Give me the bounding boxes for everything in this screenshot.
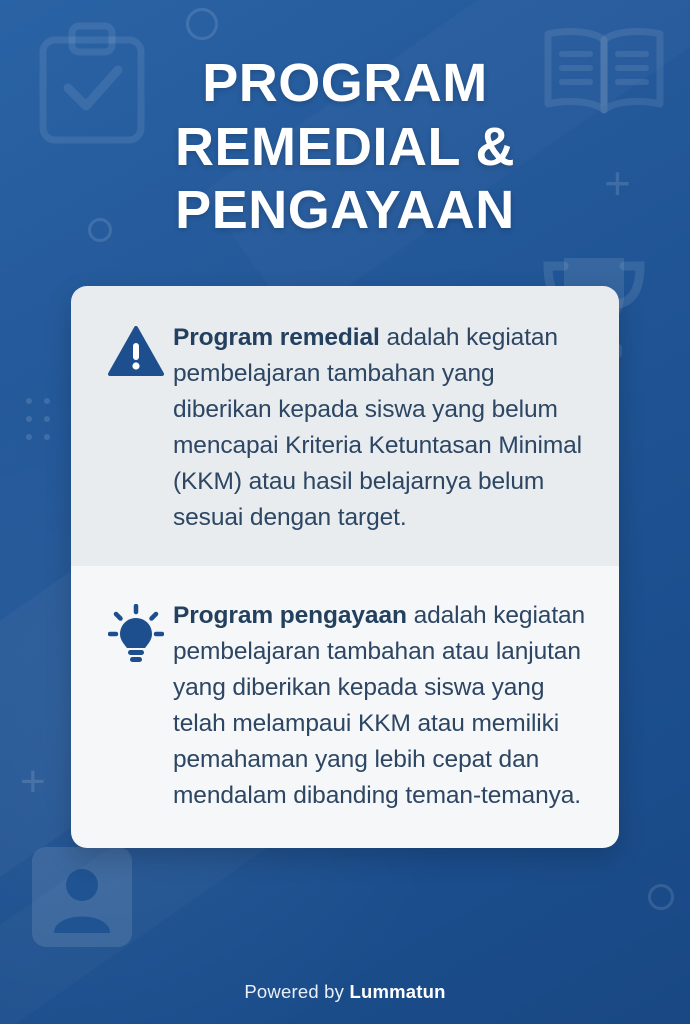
- footer-brand: Lummatun: [349, 981, 446, 1002]
- panel-remedial: [71, 286, 619, 566]
- user-avatar-icon: [30, 845, 134, 949]
- title-line-3: PENGAYAAN: [175, 180, 515, 241]
- panel-pengayaan: [71, 566, 619, 848]
- decor-circle: [648, 884, 674, 910]
- panel-remedial-text: [173, 320, 589, 536]
- panel-remedial-lead: Program remedial: [173, 324, 380, 351]
- page-title: [0, 52, 690, 243]
- lightbulb-icon: [99, 598, 173, 664]
- panel-pengayaan-text: [173, 598, 589, 814]
- info-card: [71, 286, 619, 848]
- decor-circle: [186, 8, 218, 40]
- decor-plus: +: [20, 757, 46, 806]
- warning-triangle-icon: [99, 320, 173, 378]
- title-line-1: PROGRAM: [202, 53, 488, 113]
- title-line-2: REMEDIAL &: [174, 116, 516, 177]
- panel-remedial-body: adalah kegiatan pembelajaran tambahan yang diberikan kepada siswa yang belum mencapai Kriteria Ketuntasan Minimal (KKM) atau hasil belajarnya belum sesuai dengan target.: [173, 324, 583, 531]
- decor-plus: +: [604, 157, 631, 209]
- panel-pengayaan-lead: Program pengayaan: [173, 602, 407, 629]
- decor-dot-grid: [26, 398, 60, 448]
- footer-prefix: Powered by: [244, 981, 350, 1002]
- panel-pengayaan-body: adalah kegiatan pembelajaran tambahan atau lanjutan yang diberikan kepada siswa yang telah melampaui KKM atau memiliki pemahaman yang lebih cepat dan mendalam dibanding teman-temanya.: [173, 602, 586, 809]
- footer: [0, 981, 690, 1003]
